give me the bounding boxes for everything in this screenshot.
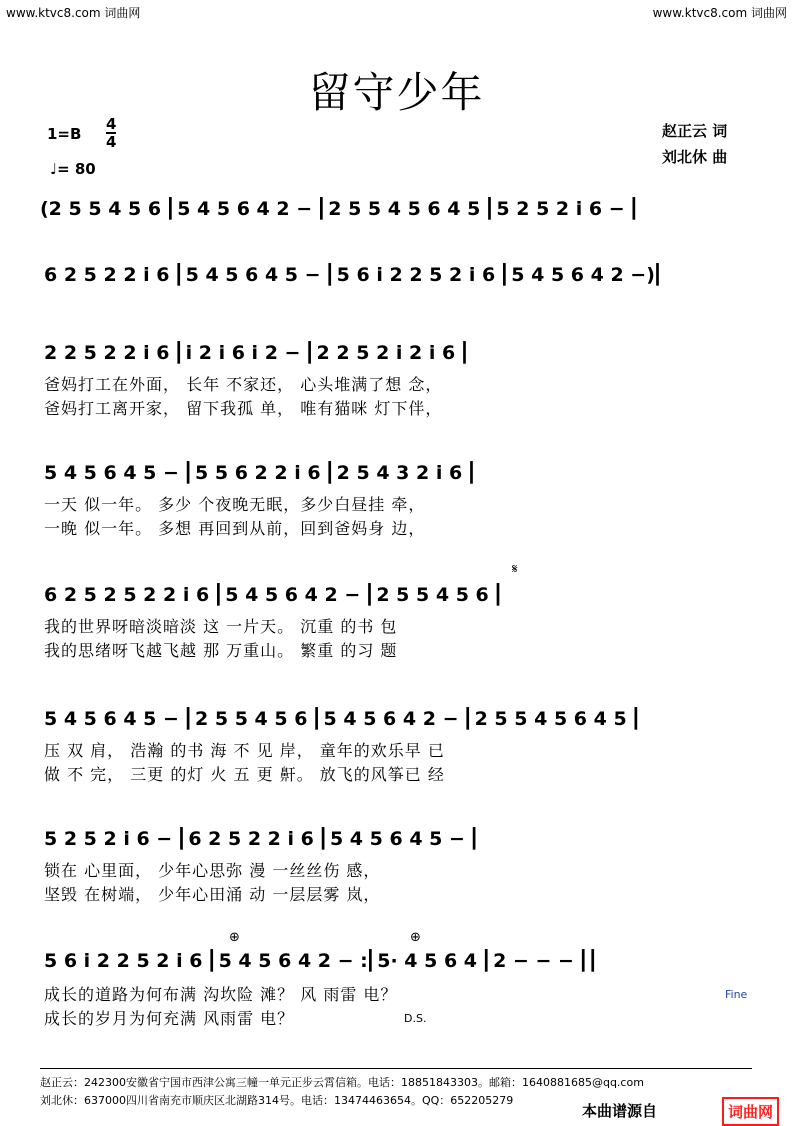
- time-top: 4: [106, 115, 117, 133]
- footer-contact-composer: 刘北休：637000四川省南充市顺庆区北湖路314号。电话：13474463654。QQ：652205279: [40, 1094, 514, 1107]
- notes-row-7: 5 2 5 2 i 6 − ⎜6 2 5 2 2 i 6 ⎜5 4 5 6 4 5 − ⎜: [44, 828, 482, 850]
- divider-line: [40, 1068, 752, 1069]
- tempo: [50, 160, 96, 178]
- segno-mark: 𝄋: [512, 562, 518, 577]
- tempo-value: = 80: [57, 160, 96, 178]
- notes-row-2: 6 2 5 2 2 i 6 ⎜5 4 5 6 4 5 − ⎜5 6 i 2 2 5 2 i 6 ⎜5 4 5 6 4 2 −)⎜: [44, 264, 665, 286]
- site-watermark-left: www.ktvc8.com 词曲网: [6, 6, 141, 20]
- lyrics-row-7-verse-1: 锁在 心里面， 少年心思弥 漫 一丝丝伤 感，: [44, 861, 381, 880]
- lyrics-row-6-verse-2: 做 不 完， 三更 的灯 火 五 更 鼾。 放飞的风筝已 经: [44, 765, 445, 784]
- fine-mark: Fine: [725, 988, 748, 1001]
- ds-mark: D.S.: [404, 1012, 427, 1025]
- lyrics-row-3-verse-1: 爸妈打工在外面， 长年 不家还， 心头堆满了想 念，: [44, 375, 443, 394]
- lyrics-row-5-verse-1: 我的世界呀暗淡暗淡 这 一片天。 沉重 的书 包: [44, 617, 398, 636]
- coda-mark-1: ⊕: [229, 930, 240, 945]
- song-title: 留守少年: [308, 68, 485, 117]
- site-watermark-right: www.ktvc8.com 词曲网: [652, 6, 787, 20]
- notes-row-4: 5 4 5 6 4 5 − ⎜5 5 6 2 2 i 6 ⎜2 5 4 3 2 i 6 ⎜: [44, 462, 479, 484]
- notes-row-8: 5 6 i 2 2 5 2 i 6 ⎜5 4 5 6 4 2 − :⎜5· 4 5 6 4 ⎜2 − − − ⎜⎜: [44, 950, 600, 972]
- notes-row-3: 2 2 5 2 2 i 6 ⎜i 2 i 6 i 2 − ⎜2 2 5 2 i 2 i 6 ⎜: [44, 342, 472, 364]
- key-signature: 1=B: [47, 125, 82, 143]
- notes-row-5: 6 2 5 2 5 2 2 i 6 ⎜5 4 5 6 4 2 − ⎜2 5 5 4 5 6 ⎜: [44, 584, 505, 606]
- lyrics-row-3-verse-2: 爸妈打工离开家， 留下我孤 单， 唯有猫咪 灯下伴，: [44, 399, 443, 418]
- composer-credit: 刘北休 曲: [662, 148, 728, 166]
- lyrics-row-4-verse-1: 一天 似一年。 多少 个夜晚无眠，多少白昼挂 牵，: [44, 495, 426, 514]
- time-bottom: 4: [106, 133, 117, 151]
- lyricist-credit: 赵正云 词: [662, 122, 728, 140]
- lyrics-row-8-verse-1: 成长的道路为何布满 沟坎险 滩？ 风 雨雷 电？: [44, 985, 398, 1004]
- coda-mark-2: ⊕: [410, 930, 421, 945]
- footer-contact-lyricist: 赵正云：242300安徽省宁国市西津公寓三幢一单元正步云霄信箱。电话：18851843303。邮箱：1640881685@qq.com: [40, 1076, 644, 1089]
- time-signature: [106, 116, 116, 150]
- lyrics-row-6-verse-1: 压 双 肩， 浩瀚 的书 海 不 见 岸， 童年的欢乐早 已: [44, 741, 445, 760]
- notes-row-1: (2 5 5 4 5 6 ⎜5 4 5 6 4 2 − ⎜2 5 5 4 5 6 4 5 ⎜5 2 5 2 i 6 − ⎜: [40, 198, 641, 220]
- lyrics-row-5-verse-2: 我的思绪呀飞越飞越 那 万重山。 繁重 的习 题: [44, 641, 398, 660]
- notes-row-6: 5 4 5 6 4 5 − ⎜2 5 5 4 5 6 ⎜5 4 5 6 4 2 − ⎜2 5 5 4 5 6 4 5 ⎜: [44, 708, 643, 730]
- lyrics-row-8-verse-2: 成长的岁月为何充满 风雨雷 电？: [44, 1009, 295, 1028]
- lyrics-row-4-verse-2: 一晚 似一年。 多想 再回到从前，回到爸妈身 边，: [44, 519, 426, 538]
- source-note: 本曲谱源自: [582, 1102, 658, 1120]
- quarter-note-icon: ♩: [50, 160, 58, 178]
- lyrics-row-7-verse-2: 坚毁 在树端， 少年心田涌 动 一层层雾 岚，: [44, 885, 381, 904]
- site-logo: 词曲网: [722, 1097, 779, 1126]
